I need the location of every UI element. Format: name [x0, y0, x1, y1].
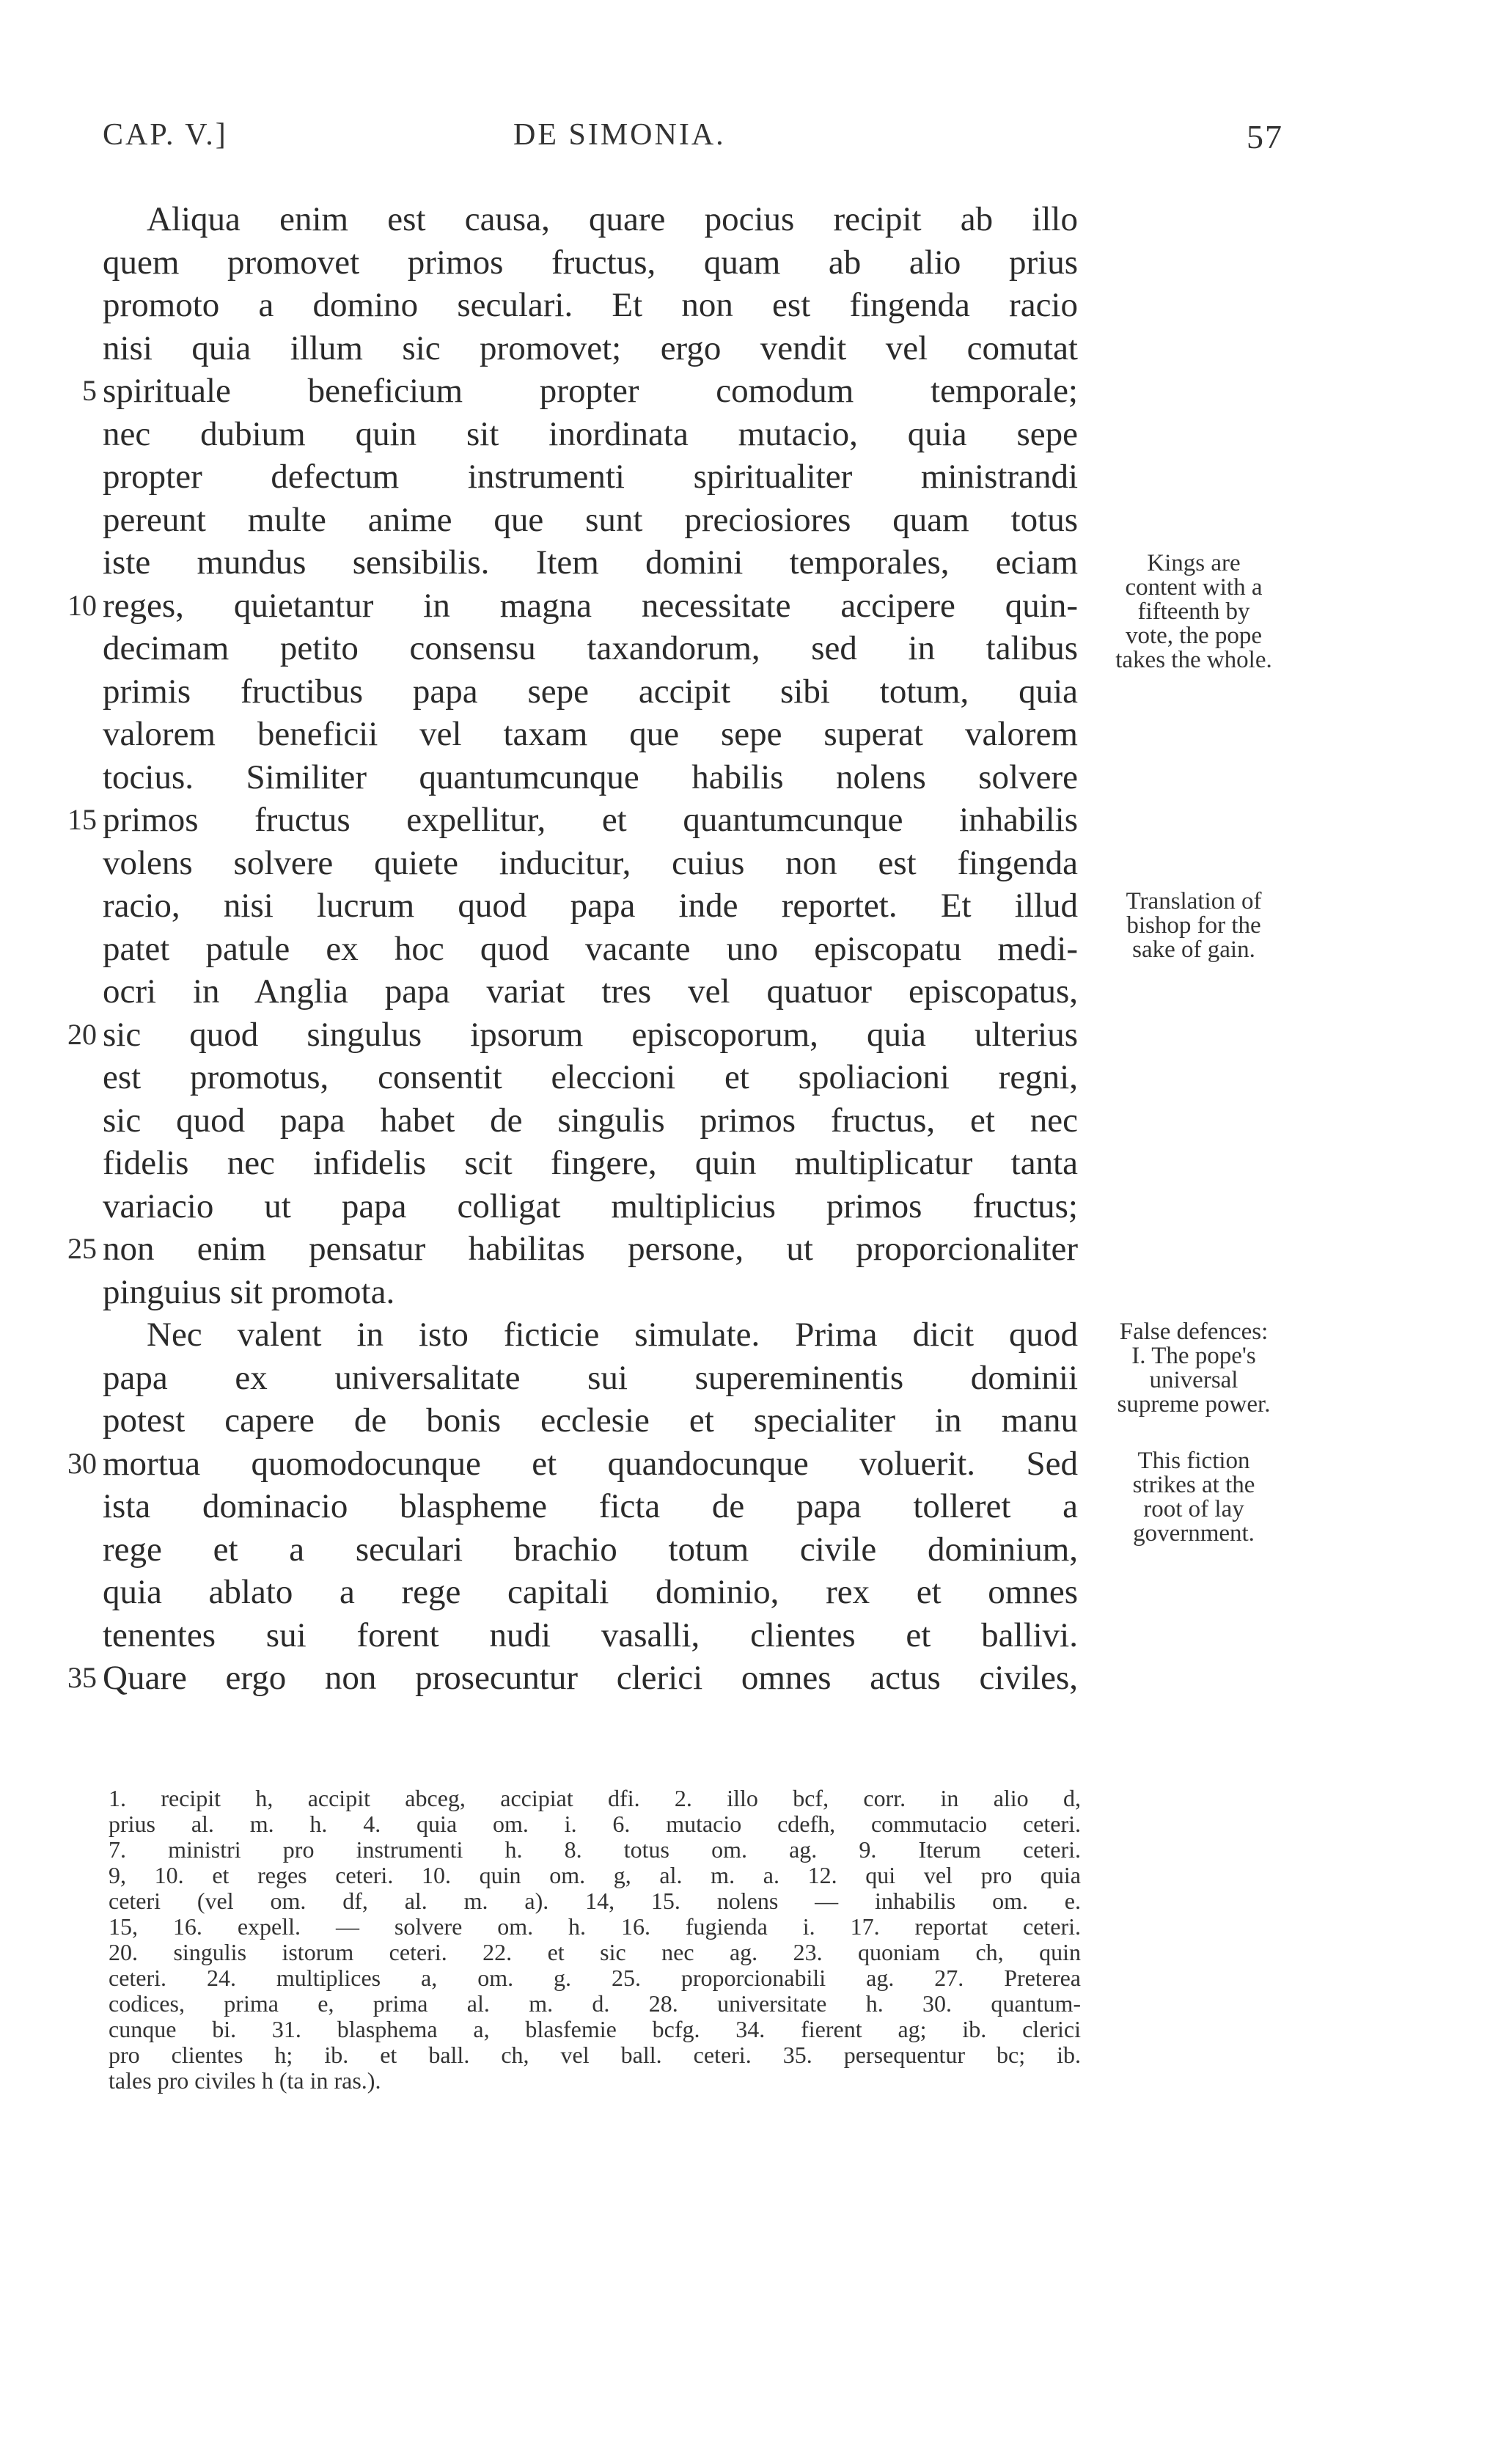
line-number: 10	[67, 588, 97, 622]
line-text: primos fructus expellitur, et quantumcunque inhabilis	[103, 801, 1078, 839]
line-number: 20	[67, 1017, 97, 1051]
line-text: spirituale beneficium propter comodum temporale;	[103, 372, 1078, 410]
text-line	[103, 1571, 1078, 1614]
line-text: reges, quietantur in magna necessitate accipere quin-	[103, 586, 1078, 625]
footnote-line	[109, 2068, 1081, 2094]
margin-note-line: fifteenth by	[1137, 598, 1250, 625]
text-line	[82, 370, 1078, 413]
text-line	[103, 327, 1078, 370]
line-text: primis fructibus papa sepe accipit sibi totum, quia	[103, 672, 1078, 711]
text-line	[103, 1185, 1078, 1228]
footnote-line	[109, 1786, 1081, 1811]
footnote-line	[109, 1940, 1081, 1965]
margin-note-line: government.	[1133, 1520, 1255, 1547]
line-text: tenentes sui forent nudi vasalli, clientes et ballivi.	[103, 1616, 1078, 1654]
line-number: 30	[67, 1446, 97, 1480]
text-line	[103, 970, 1078, 1013]
margin-note-line: sake of gain.	[1132, 936, 1255, 963]
footnote-text: 15, 16. expell. — solvere om. h. 16. fugienda i. 17. reportat ceteri.	[109, 1913, 1081, 1940]
footnote-line	[109, 2042, 1081, 2068]
line-text: Nec valent in isto ficticie simulate. Prima dicit quod	[147, 1316, 1078, 1354]
text-line	[103, 670, 1078, 714]
margin-note-line: Kings are	[1147, 550, 1241, 576]
text-line	[103, 499, 1078, 542]
running-title: DE SIMONIA.	[513, 118, 726, 152]
line-text: rege et a seculari brachio totum civile dominium,	[103, 1530, 1078, 1569]
text-line	[103, 1614, 1078, 1657]
footnote-line	[109, 1837, 1081, 1863]
footnote-text: 1. recipit h, accipit abceg, accipiat dfi. 2. illo bcf, corr. in alio d,	[109, 1785, 1081, 1811]
line-text: nec dubium quin sit inordinata mutacio, quia sepe	[103, 414, 1078, 453]
line-text: promoto a domino seculari. Et non est fingenda racio	[103, 286, 1078, 324]
running-header	[0, 117, 1512, 161]
line-text: papa ex universalitate sui supereminentis dominii	[103, 1358, 1078, 1397]
footnotes	[109, 1786, 1081, 2094]
text-line	[103, 928, 1078, 971]
text-line	[103, 756, 1078, 799]
text-line	[67, 1657, 1078, 1700]
margin-note-line: bishop for the	[1126, 912, 1261, 939]
footnote-line	[109, 1914, 1081, 1940]
margin-note-line: I. The pope's	[1131, 1343, 1256, 1369]
margin-note	[1084, 1449, 1304, 1546]
margin-note-line: root of lay	[1143, 1496, 1244, 1522]
text-line	[103, 842, 1078, 885]
text-line	[67, 799, 1078, 842]
line-text: mortua quomodocunque et quandocunque voluerit. Sed	[103, 1444, 1078, 1483]
footnote-text: ceteri (vel om. df, al. m. a). 14, 15. nolens — inhabilis om. e.	[109, 1888, 1081, 1914]
text-line	[103, 1357, 1078, 1400]
line-text: sic quod singulus ipsorum episcoporum, quia ulterius	[103, 1015, 1078, 1054]
text-line	[103, 1485, 1078, 1528]
text-line	[67, 1013, 1078, 1057]
margin-note-line: takes the whole.	[1115, 647, 1272, 673]
line-text: racio, nisi lucrum quod papa inde reportet. Et illud	[103, 887, 1078, 925]
footnote-line	[109, 2017, 1081, 2042]
text-line	[103, 1399, 1078, 1442]
page-number: 57	[1247, 118, 1283, 155]
margin-note-line: supreme power.	[1117, 1391, 1271, 1418]
text-line	[103, 884, 1078, 928]
footnote-text: tales pro civiles h (ta in ras.).	[109, 2067, 381, 2094]
text-line	[103, 1142, 1078, 1185]
footnote-text: prius al. m. h. 4. quia om. i. 6. mutacio cdefh, commutacio ceteri.	[109, 1811, 1081, 1837]
line-text: ista dominacio blaspheme ficta de papa tolleret a	[103, 1487, 1078, 1525]
text-line	[103, 627, 1078, 670]
text-line	[103, 1099, 1078, 1143]
line-text: patet patule ex hoc quod vacante uno episcopatu medi-	[103, 929, 1078, 968]
text-line	[103, 1056, 1078, 1099]
margin-note	[1084, 890, 1304, 962]
line-text: pereunt multe anime que sunt preciosiores quam totus	[103, 500, 1078, 539]
footnote-text: 20. singulis istorum ceteri. 22. et sic nec ag. 23. quoniam ch, quin	[109, 1939, 1081, 1965]
line-text: fidelis nec infidelis scit fingere, quin multiplicatur tanta	[103, 1144, 1078, 1182]
footnote-text: codices, prima e, prima al. m. d. 28. universitate h. 30. quantum-	[109, 1990, 1081, 2017]
line-text: decimam petito consensu taxandorum, sed in talibus	[103, 629, 1078, 667]
text-line	[103, 1271, 1078, 1314]
text-line	[103, 541, 1078, 584]
margin-note-line: Translation of	[1126, 888, 1262, 914]
line-text: est promotus, consentit eleccioni et spoliacioni regni,	[103, 1058, 1078, 1096]
text-line	[103, 413, 1078, 456]
footnote-text: 9, 10. et reges ceteri. 10. quin om. g, al. m. a. 12. qui vel pro quia	[109, 1862, 1081, 1888]
line-number: 5	[82, 374, 97, 407]
line-text: non enim pensatur habilitas persone, ut proporcionaliter	[103, 1230, 1078, 1268]
text-line	[103, 455, 1078, 499]
line-text: propter defectum instrumenti spiritualiter ministrandi	[103, 458, 1078, 496]
text-line	[103, 1528, 1078, 1572]
text-line	[67, 584, 1078, 628]
text-line	[67, 1442, 1078, 1486]
margin-note-line: strikes at the	[1132, 1472, 1255, 1498]
footnote-text: 7. ministri pro instrumenti h. 8. totus om. ag. 9. Iterum ceteri.	[109, 1836, 1081, 1863]
footnote-line	[109, 1965, 1081, 1991]
main-text	[67, 198, 1078, 1700]
line-text: Quare ergo non prosecuntur clerici omnes actus civiles,	[103, 1659, 1078, 1697]
text-line	[103, 284, 1078, 327]
margin-note-line: This fiction	[1137, 1448, 1250, 1474]
margin-note	[1084, 1320, 1304, 1417]
line-text: pinguius sit promota.	[103, 1272, 395, 1311]
footnote-line	[109, 1863, 1081, 1888]
line-text: sic quod papa habet de singulis primos fructus, et nec	[103, 1101, 1078, 1140]
line-text: Aliqua enim est causa, quare pocius recipit ab illo	[147, 200, 1078, 238]
line-number: 25	[67, 1232, 97, 1265]
line-text: iste mundus sensibilis. Item domini temporales, eciam	[103, 543, 1078, 582]
text-line	[103, 241, 1078, 285]
line-text: nisi quia illum sic promovet; ergo vendit vel comutat	[103, 329, 1078, 367]
footnote-line	[109, 1991, 1081, 2017]
footnote-line	[109, 1811, 1081, 1837]
line-text: volens solvere quiete inducitur, cuius non est fingenda	[103, 843, 1078, 882]
text-line	[67, 1228, 1078, 1271]
text-line	[103, 713, 1078, 756]
footnote-text: ceteri. 24. multiplices a, om. g. 25. proporcionabili ag. 27. Preterea	[109, 1965, 1081, 1991]
footnote-text: pro clientes h; ib. et ball. ch, vel ball. ceteri. 35. persequentur bc; ib.	[109, 2042, 1081, 2068]
line-text: ocri in Anglia papa variat tres vel quatuor episcopatus,	[103, 972, 1078, 1011]
text-line	[103, 198, 1078, 241]
footnote-text: cunque bi. 31. blasphema a, blasfemie bcfg. 34. fierent ag; ib. clerici	[109, 2016, 1081, 2042]
margin-note-line: content with a	[1125, 574, 1263, 601]
margin-note-line: vote, the pope	[1125, 623, 1263, 649]
margin-note-line: universal	[1149, 1367, 1238, 1393]
line-text: potest capere de bonis ecclesie et specialiter in manu	[103, 1401, 1078, 1440]
line-text: quia ablato a rege capitali dominio, rex et omnes	[103, 1573, 1078, 1611]
line-text: variacio ut papa colligat multiplicius primos fructus;	[103, 1187, 1078, 1225]
margin-note-line: False defences:	[1119, 1319, 1269, 1345]
text-line	[103, 1313, 1078, 1357]
line-text: tocius. Similiter quantumcunque habilis nolens solvere	[103, 758, 1078, 796]
line-text: quem promovet primos fructus, quam ab alio prius	[103, 243, 1078, 282]
chapter-label: CAP. V.]	[103, 118, 228, 152]
line-number: 15	[67, 803, 97, 836]
line-text: valorem beneficii vel taxam que sepe superat valorem	[103, 715, 1078, 753]
footnote-line	[109, 1888, 1081, 1914]
margin-note	[1084, 551, 1304, 672]
line-number: 35	[67, 1661, 97, 1694]
